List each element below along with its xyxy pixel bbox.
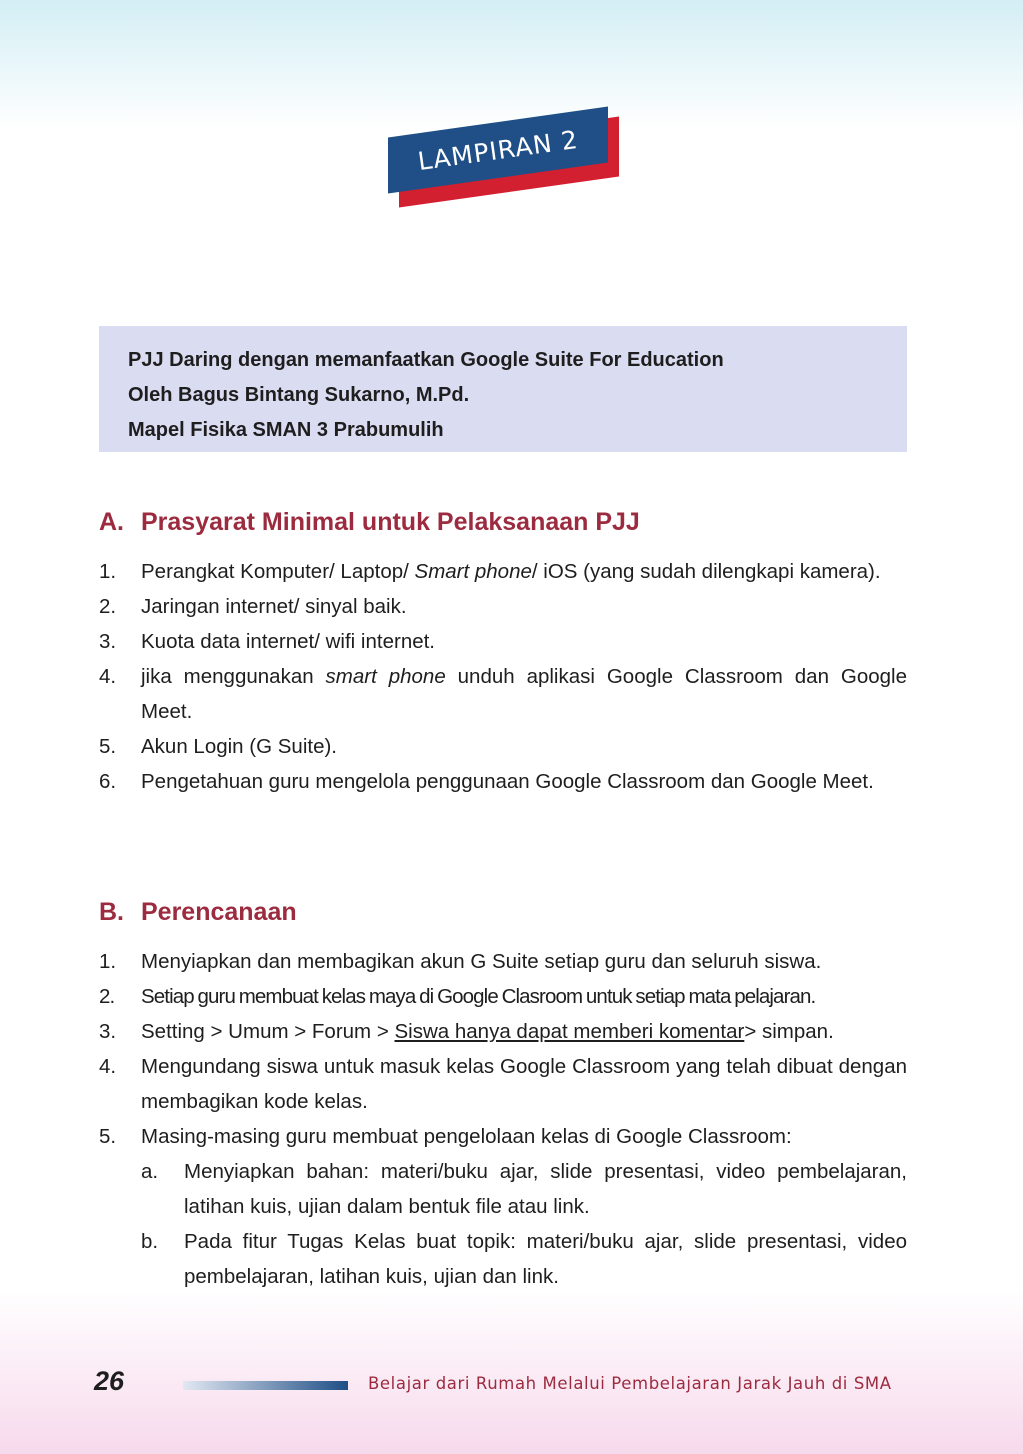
info-subject: Mapel Fisika SMAN 3 Prabumulih — [128, 419, 444, 441]
section-a-list — [99, 554, 907, 799]
list-item: 1. Menyiapkan dan membagikan akun G Suite setiap guru dan seluruh siswa. — [99, 950, 822, 973]
sublist-item: a. Menyiapkan bahan: materi/buku ajar, slide presentasi, video pembelajaran, latihan kuis, ujian dalam bentuk file atau link. — [141, 1160, 907, 1218]
list-item: 3. Setting > Umum > Forum > Siswa hanya dapat memberi komentar> simpan. — [99, 1020, 834, 1043]
list-item: 4. jika menggunakan smart phone unduh aplikasi Google Classroom dan Google Meet. — [99, 665, 908, 723]
section-a-title: Prasyarat Minimal untuk Pelaksanaan PJJ — [141, 508, 640, 536]
footer-book-title: Belajar dari Rumah Melalui Pembelajaran Jarak Jauh di SMA — [368, 1374, 892, 1393]
list-item: 6. Pengetahuan guru mengelola penggunaan Google Classroom dan Google Meet. — [99, 770, 874, 793]
footer-gradient-bar — [183, 1381, 348, 1390]
section-a-letter: A. — [99, 508, 124, 536]
section-a-heading — [99, 508, 640, 537]
underlined-setting: Siswa hanya dapat memberi komentar — [394, 1020, 745, 1043]
section-b-title: Perencanaan — [141, 898, 297, 926]
lampiran-banner — [385, 100, 630, 220]
info-author: Oleh Bagus Bintang Sukarno, M.Pd. — [128, 384, 470, 406]
list-item: 4. Mengundang siswa untuk masuk kelas Google Classroom yang telah dibuat dengan membagikan kode kelas. — [99, 1055, 907, 1113]
section-b-letter: B. — [99, 898, 124, 926]
page-number: 26 — [94, 1366, 125, 1396]
sublist-item: b. Pada fitur Tugas Kelas buat topik: materi/buku ajar, slide presentasi, video pembelajaran, latihan kuis, ujian dan link. — [141, 1230, 907, 1288]
list-item: 1. Perangkat Komputer/ Laptop/ Smart phone/ iOS (yang sudah dilengkapi kamera). — [99, 560, 881, 583]
section-b-heading — [99, 898, 297, 927]
list-item: 2. Jaringan internet/ sinyal baik. — [99, 595, 407, 618]
info-box — [99, 326, 907, 452]
list-item: 2. Setiap guru membuat kelas maya di Google Clasroom untuk setiap mata pelajaran. — [99, 985, 816, 1008]
section-b-list — [99, 944, 907, 1294]
section-b-sublist — [141, 1154, 907, 1294]
list-item: 5. Akun Login (G Suite). — [99, 735, 337, 758]
info-title: PJJ Daring dengan memanfaatkan Google Suite For Education — [128, 349, 724, 371]
list-item: 3. Kuota data internet/ wifi internet. — [99, 630, 436, 653]
list-item: 5. Masing-masing guru membuat pengelolaan kelas di Google Classroom: a. Menyiapkan bahan: materi/buku ajar, slide presentasi, video pembelajaran, latihan kuis, ujian dalam bentuk file atau link. b. Pada fitur Tugas Kelas buat topik: materi/buku ajar, slide presentasi, video pembelajaran, latihan kuis, ujian dan link. — [99, 1119, 907, 1294]
banner-label: LAMPIRAN 2 — [415, 124, 581, 176]
